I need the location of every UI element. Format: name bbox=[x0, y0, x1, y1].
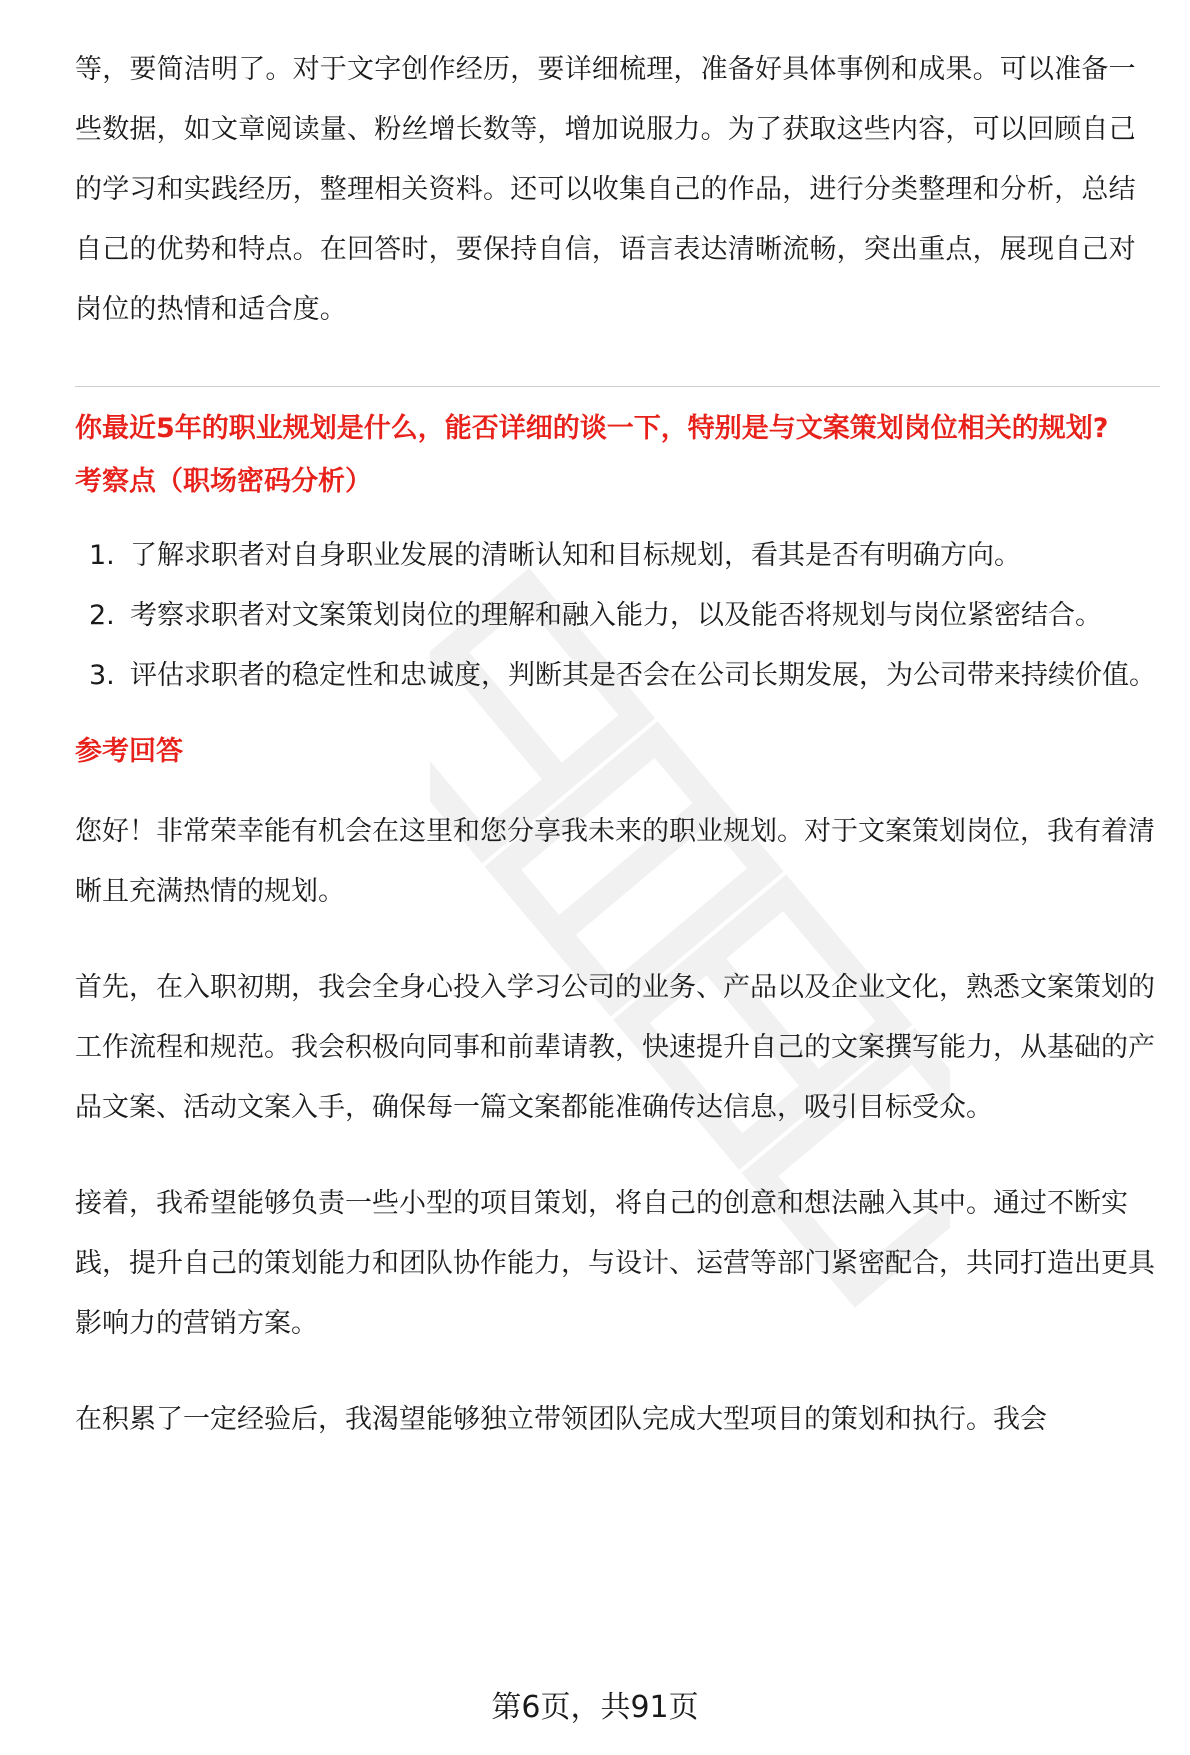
list-item-number: 3. bbox=[89, 660, 115, 691]
list-item-text: 考察求职者对文案策划岗位的理解和融入能力，以及能否将规划与岗位紧密结合。 bbox=[130, 600, 1102, 631]
answer-body bbox=[75, 802, 1160, 1450]
points-list bbox=[75, 526, 1160, 706]
answer-paragraph: 接着，我希望能够负责一些小型的项目策划，将自己的创意和想法融入其中。通过不断实践，提升自己的策划能力和团队协作能力，与设计、运营等部门紧密配合，共同打造出更具影响力的营销方案。 bbox=[75, 1188, 1155, 1339]
answer-paragraph: 首先，在入职初期，我会全身心投入学习公司的业务、产品以及企业文化，熟悉文案策划的工作流程和规范。我会积极向同事和前辈请教，快速提升自己的文案撰写能力，从基础的产品文案、活动文案入手，确保每一篇文案都能准确传达信息，吸引目标受众。 bbox=[75, 972, 1155, 1123]
intro-paragraph: 等，要简洁明了。对于文字创作经历，要详细梳理，准备好具体事例和成果。可以准备一些数据，如文章阅读量、粉丝增长数等，增加说服力。为了获取这些内容，可以回顾自己的学习和实践经历，整理相关资料。还可以收集自己的作品，进行分类整理和分析，总结自己的优势和特点。在回答时，要保持自信，语言表达清晰流畅，突出重点，展现自己对岗位的热情和适合度。 bbox=[75, 54, 1136, 325]
list-item bbox=[75, 586, 1160, 646]
points-heading: 考察点（职场密码分析） bbox=[75, 466, 372, 497]
answer-paragraph: 您好！非常荣幸能有机会在这里和您分享我未来的职业规划。对于文案策划岗位，我有着清晰且充满热情的规划。 bbox=[75, 816, 1155, 907]
list-item-number: 1. bbox=[89, 540, 115, 571]
answer-heading: 参考回答 bbox=[75, 736, 183, 767]
document-page bbox=[75, 40, 1160, 1486]
question-heading: 你最近5年的职业规划是什么，能否详细的谈一下，特别是与文案策划岗位相关的规划? bbox=[75, 413, 1109, 444]
section-divider bbox=[75, 386, 1160, 387]
list-item bbox=[75, 646, 1160, 706]
list-item-number: 2. bbox=[89, 600, 115, 631]
page-footer: 第6页，共91页 bbox=[491, 1690, 699, 1725]
list-item-text: 评估求职者的稳定性和忠诚度，判断其是否会在公司长期发展，为公司带来持续价值。 bbox=[130, 660, 1156, 691]
answer-paragraph: 在积累了一定经验后，我渴望能够独立带领团队完成大型项目的策划和执行。我会 bbox=[75, 1404, 1047, 1435]
list-item bbox=[75, 526, 1160, 586]
list-item-text: 了解求职者对自身职业发展的清晰认知和目标规划，看其是否有明确方向。 bbox=[130, 540, 1021, 571]
